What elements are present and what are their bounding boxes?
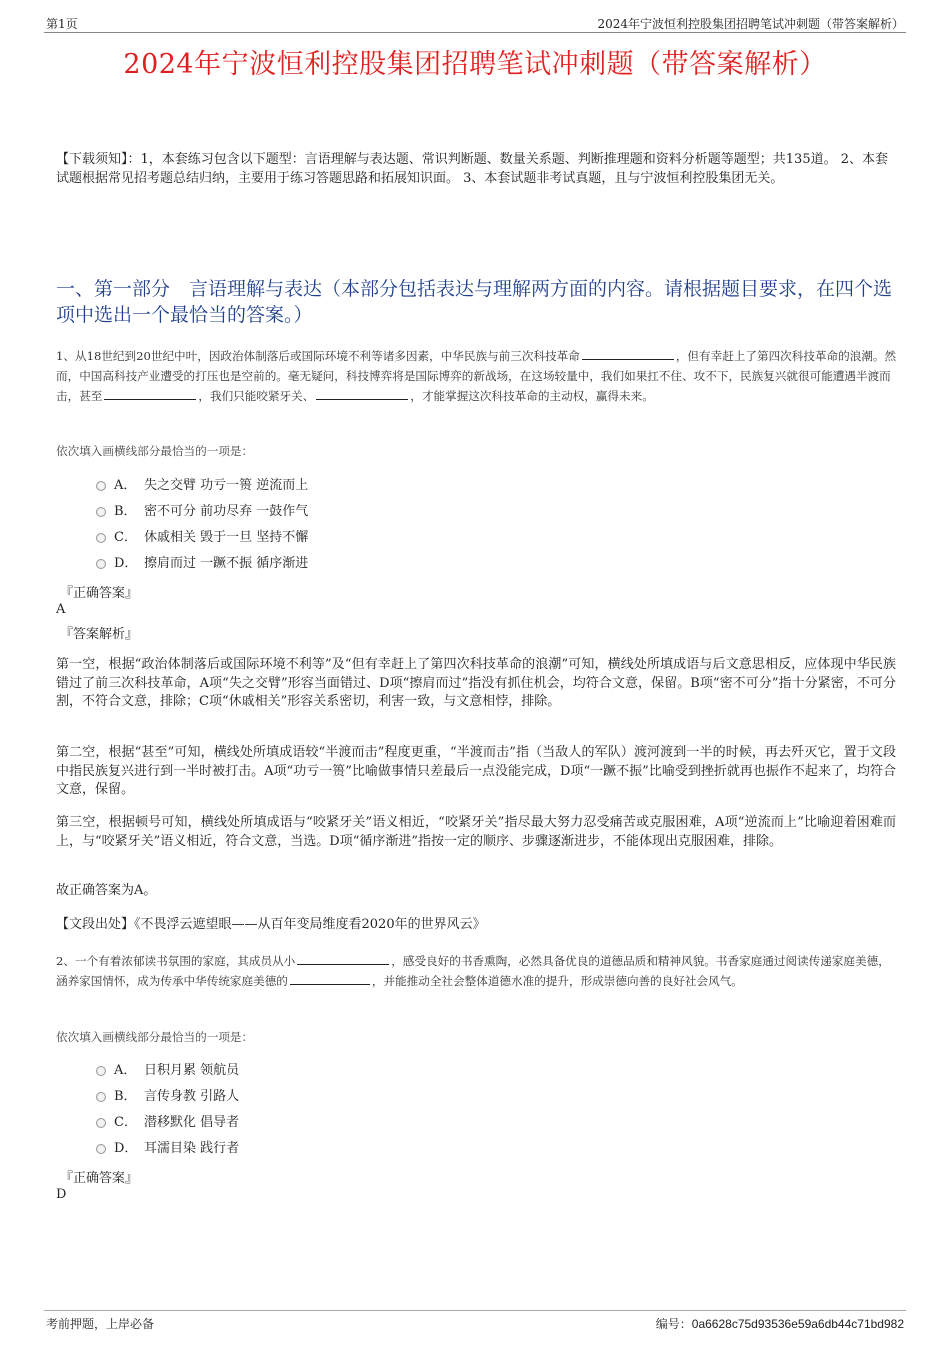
- correct-answer: A: [56, 602, 66, 617]
- question-1-part-c: ，我们只能咬紧牙关、: [198, 389, 315, 403]
- analysis-paragraph-2: 第二空，根据“甚至”可知，横线处所填成语较“半渡而击”程度更重，“半渡而击”指（当敌人的军队）渡河渡到一半的时候，再去歼灭它，置于文段中指民族复兴进行到一半时被打击。A项“功亏一篑”比喻做事情只差最后一点没能完成，D项“一蹶不振”比喻受到挫折就再也振作不起来了，均符合文意，保留。: [56, 745, 896, 797]
- question-2-instruction: 依次填入画横线部分最恰当的一项是：: [56, 1030, 254, 1044]
- radio-icon[interactable]: [96, 533, 106, 543]
- answer-blank: [297, 952, 389, 965]
- option-b[interactable]: B． 密不可分 前功尽弃 一鼓作气: [96, 499, 308, 525]
- analysis-paragraph-1: 第一空，根据“政治体制落后或国际环境不利等”及“但有幸赶上了第四次科技革命的浪潮”可知，横线处所填成语与后文意思相反，应体现中华民族错过了前三次科技革命，A项“失之交臂”形容当面错过、D项“擦肩而过”指没有抓住机会，均符合文意，保留。B项“密不可分”指十分紧密，不可分割，不符合文意，排除；C项“休戚相关”形容关系密切，利害一致，与文意相悖，排除。: [56, 657, 896, 709]
- text-source: 【文段出处】《不畏浮云遮望眼——从百年变局维度看2020年的世界风云》: [56, 917, 486, 932]
- option-d[interactable]: D． 擦肩而过 一蹶不振 循序渐进: [96, 551, 308, 577]
- question-2-options: [96, 1058, 239, 1162]
- radio-icon[interactable]: [96, 1144, 106, 1154]
- page-footer: [44, 1310, 906, 1333]
- answer-blank: [316, 387, 408, 400]
- question-2-text: [56, 951, 898, 991]
- radio-icon[interactable]: [96, 1118, 106, 1128]
- page-number: 第1页: [46, 17, 78, 31]
- option-a[interactable]: A． 日积月累 领航员: [96, 1058, 239, 1084]
- correct-answer: D: [56, 1187, 67, 1202]
- question-2-part-a: 2、一个有着浓郁读书氛围的家庭，其成员从小: [56, 954, 296, 968]
- question-1-part-a: 1、从18世纪到20世纪中叶，因政治体制落后或国际环境不利等诸多因素，中华民族与前三次科技革命: [56, 349, 580, 363]
- radio-icon[interactable]: [96, 559, 106, 569]
- option-b[interactable]: B． 言传身教 引路人: [96, 1084, 239, 1110]
- analysis-conclusion: 故正确答案为A。: [56, 883, 157, 898]
- question-1-options: [96, 473, 308, 577]
- question-2-part-b: ，感受良好的书香熏陶，必然具备优良的道德品质和精神风貌。书香家庭通过阅读传递家庭美德，涵养家国情怀，成为传承中华传统家庭美德的: [56, 954, 890, 988]
- option-c[interactable]: C． 潜移默化 倡导者: [96, 1110, 239, 1136]
- option-d[interactable]: D． 耳濡目染 践行者: [96, 1136, 239, 1162]
- option-a[interactable]: A． 失之交臂 功亏一篑 逆流而上: [96, 473, 308, 499]
- question-1-instruction: 依次填入画横线部分最恰当的一项是：: [56, 444, 254, 458]
- answer-blank: [290, 972, 370, 985]
- footer-slogan: 考前押题，上岸必备: [46, 1317, 155, 1331]
- analysis-label: 『答案解析』: [60, 627, 139, 642]
- document-title: 2024年宁波恒利控股集团招聘笔试冲刺题（带答案解析）: [123, 49, 827, 80]
- answer-blank: [582, 347, 674, 360]
- analysis-paragraph-3: 第三空，根据顿号可知，横线处所填成语与“咬紧牙关”语义相近，“咬紧牙关”指尽最大努力忍受痛苦或克服困难，A项“逆流而上”比喻迎着困难而上，与“咬紧牙关”语义相近，符合文意，当选。D项“循序渐进”指按一定的顺序、步骤逐渐进步，不能体现出克服困难，排除。: [56, 815, 896, 849]
- question-1-part-b: ，但有幸赶上了第四次科技革命的浪潮。然而，中国高科技产业遭受的打压也是空前的。毫无疑问，科技博弈将是国际博弈的新战场，在这场较量中，我们如果扛不住、攻不下，民族复兴就很可能遭遇半渡而击，甚至: [56, 349, 897, 403]
- section-heading: 一、第一部分 言语理解与表达（本部分包括表达与理解两方面的内容。请根据题目要求，在四个选项中选出一个最恰当的答案。）: [56, 278, 893, 326]
- radio-icon[interactable]: [96, 481, 106, 491]
- radio-icon[interactable]: [96, 1092, 106, 1102]
- question-1-text: [56, 346, 898, 406]
- document-code: 编号：0a6628c75d93536e59a6db44c71bd982: [655, 1317, 904, 1331]
- radio-icon[interactable]: [96, 507, 106, 517]
- option-c[interactable]: C． 休戚相关 毁于一旦 坚持不懈: [96, 525, 308, 551]
- correct-answer-label: 『正确答案』: [60, 586, 139, 601]
- page-header: [44, 12, 906, 33]
- header-doc-title: 2024年宁波恒利控股集团招聘笔试冲刺题（带答案解析）: [597, 17, 904, 31]
- question-1-part-d: ，才能掌握这次科技革命的主动权，赢得未来。: [410, 389, 654, 403]
- radio-icon[interactable]: [96, 1066, 106, 1076]
- question-2-part-c: ，并能推动全社会整体道德水准的提升，形成崇德向善的良好社会风气。: [371, 974, 743, 988]
- download-notice: 【下载须知】：1，本套练习包含以下题型：言语理解与表达题、常识判断题、数量关系题、判断推理题和资料分析题等题型；共135道。 2、本套试题根据常见招考题总结归纳，主要用于练习答题思路和拓展知识面。 3、本套试题非考试真题，且与宁波恒利控股集团无关。: [56, 152, 888, 186]
- correct-answer-label: 『正确答案』: [60, 1171, 139, 1186]
- answer-blank: [104, 387, 196, 400]
